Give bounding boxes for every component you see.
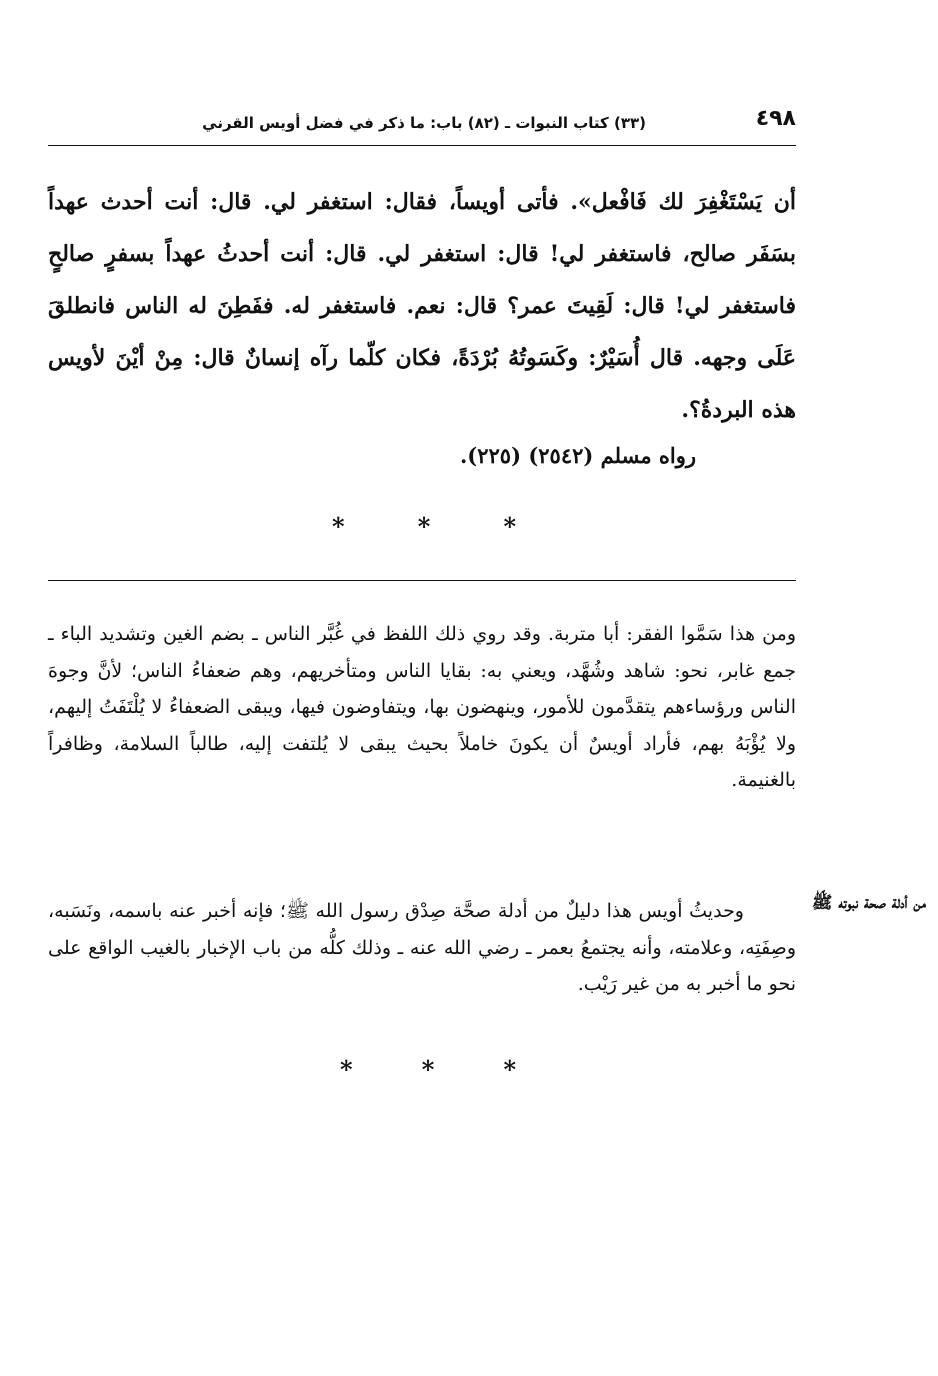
page-header: [48, 106, 796, 142]
separator-star: *: [332, 512, 345, 541]
separator-star: *: [340, 1055, 353, 1084]
section-separator: [340, 1055, 516, 1084]
section-separator: [332, 512, 516, 541]
separator-star: *: [503, 1055, 516, 1084]
running-title: (٣٣) كتاب النبوات ـ (٨٢) باب: ما ذكر في فضل أويس القرني: [202, 114, 646, 132]
commentary-paragraph: وحديثُ أويس هذا دليلٌ من أدلة صحَّة صِدْق رسول الله ﷺ؛ فإنه أخبر عنه باسمه، ونَسَبه، وصِفَتِه، وعلامته، وأنه يجتمعُ بعمر ـ رضي الله عنه ـ وذلك كلُّه من باب الإخبار بالغيب الواقع على نحو ما أخبر به من غير رَيْب.: [48, 900, 796, 995]
separator-star: *: [421, 1055, 435, 1084]
page-number: ٤٩٨: [755, 106, 796, 131]
hadith-citation: رواه مسلم (٢٥٤٢) (٢٢٥).: [460, 443, 696, 468]
margin-note: من أدلة صحة نبوته ﷺ: [811, 893, 926, 913]
hadith-paragraph: أن يَسْتَغْفِرَ لك فَافْعل». فأتى أويساً، فقال: استغفر لي. قال: أنت أحدث عهداً بسَفَر صالح، فاستغفر لي! قال: استغفر لي. قال: أنت أحدثُ عهداً بسفرٍ صالحٍ فاستغفر لي! قال: لَقِيتَ عمر؟ قال: نعم. فاستغفر له. ففَطِنَ له الناس فانطلقَ عَلَى وجهه. قال أُسَيْرٌ: وكَسَوتُهُ بُرْدَةً، فكان كلّما رآه إنسانٌ قال: مِنْ أيْنَ لأويس هذه البردةُ؟.: [48, 189, 797, 423]
commentary-paragraph: ومن هذا سَمَّوا الفقر: أبا متربة. وقد روي ذلك اللفظ في غُبَّر الناس ـ بضم الغين وتشديد الباء ـ جمع غابر، نحو: شاهد وشُهَّد، ويعني به: بقايا الناس ومتأخريهم، وهم ضعفاءُ الناس؛ لأنَّ وجوهَ الناس ورؤساءهم يتقدَّمون للأمور، وينهضون بها، ويتفاوضون فيها، ويبقى الضعفاءُ لا يُلْتَفَتُ إليهم، ولا يُؤْبَهُ بهم، فأراد أويسٌ أن يكونَ خاملاً بحيث يبقى لا يُلتفت إليه، طالباً السلامة، وظافراً بالغنيمة.: [48, 623, 796, 791]
separator-star: *: [503, 512, 516, 541]
main-text: [48, 176, 796, 436]
header-rule: [48, 145, 796, 146]
commentary: [48, 616, 796, 799]
notes-rule: [48, 580, 796, 581]
separator-star: *: [417, 512, 431, 541]
commentary-continued: [48, 893, 796, 1003]
